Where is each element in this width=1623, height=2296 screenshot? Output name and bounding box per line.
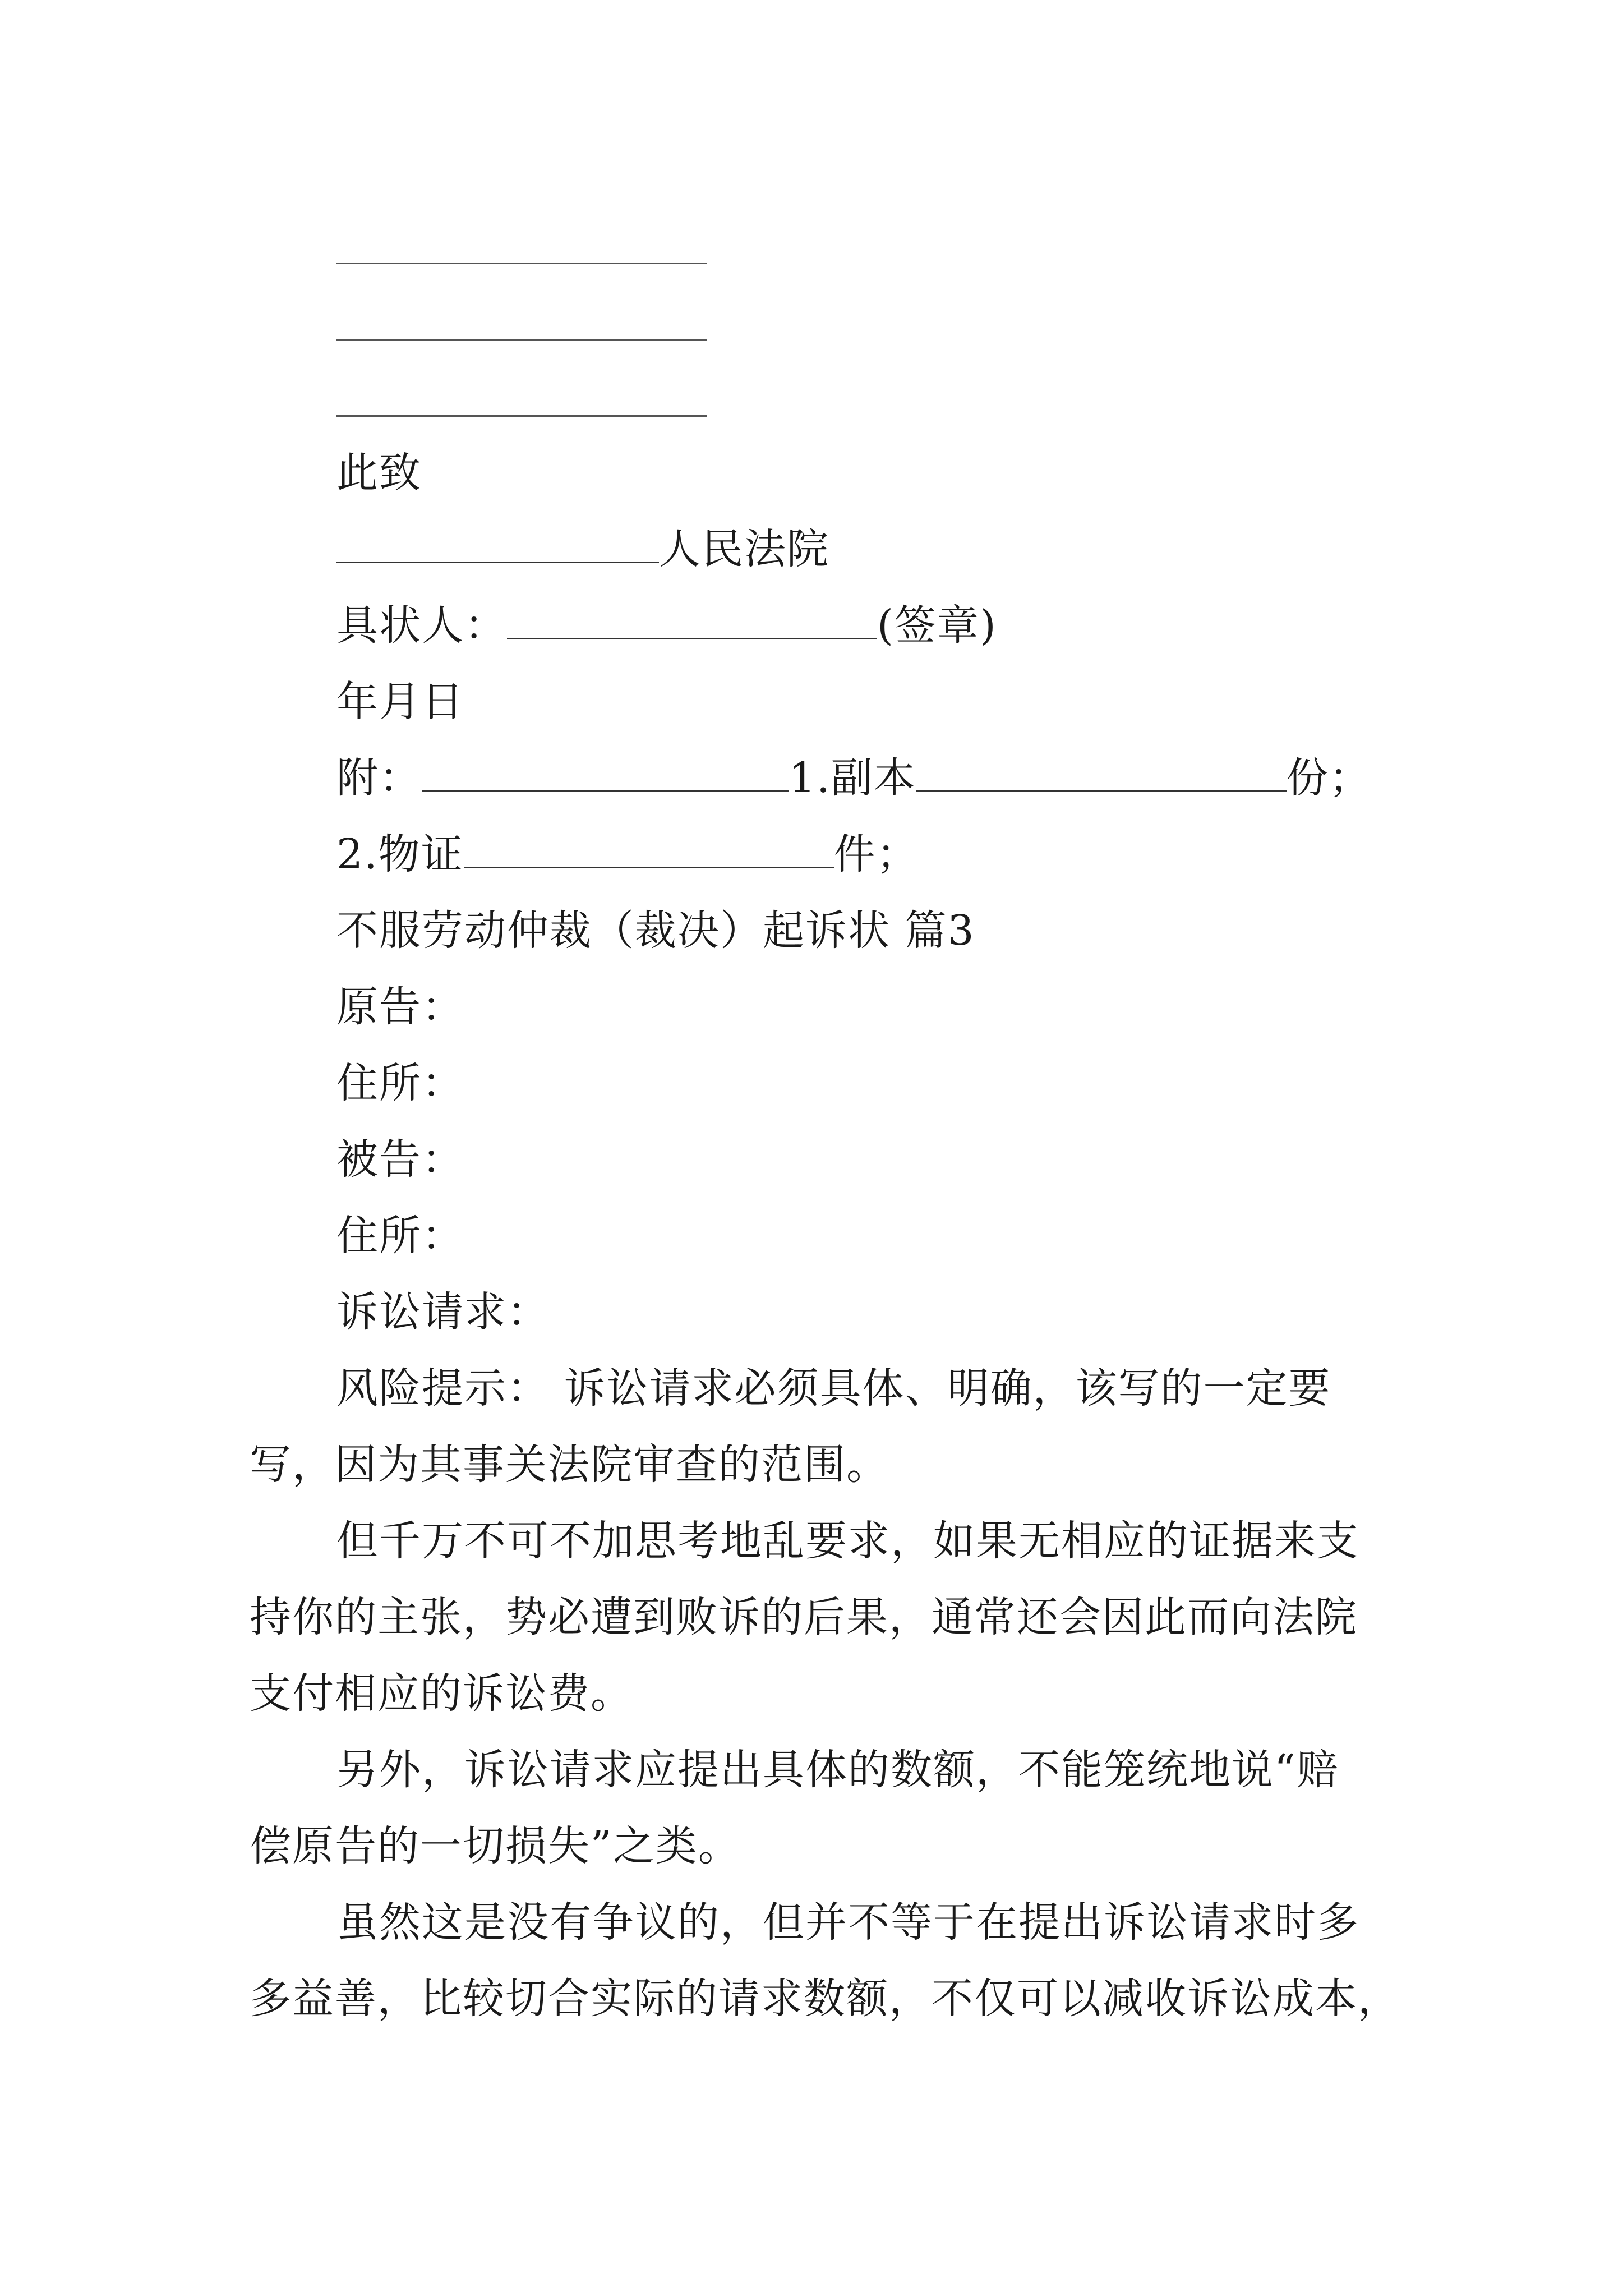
paragraph-4-line-2	[250, 1972, 1400, 2026]
paragraph-4-text-2: 多益善，比较切合实际的请求数额，不仅可以减收诉讼成本，	[250, 1975, 1400, 2023]
field-claims	[336, 1285, 550, 1339]
field-plaintiff	[336, 980, 464, 1034]
field-defendant-label: 被告：	[336, 1135, 464, 1184]
attachment-blank	[422, 753, 789, 792]
section-title	[336, 904, 975, 958]
attachment-line	[336, 751, 1372, 805]
attachment-copy-blank	[916, 753, 1287, 792]
blank-line-3	[336, 415, 707, 417]
paragraph-1-text-2: 写，因为其事关法院审查的范围。	[250, 1441, 889, 1489]
plaintiff-signature-blank	[507, 601, 877, 639]
paragraph-3-line-1	[336, 1743, 1339, 1797]
paragraph-3-text-2: 偿原告的一切损失”之类。	[250, 1822, 741, 1870]
paragraph-4-line-1	[336, 1895, 1359, 1949]
field-defendant-address-label: 住所：	[336, 1212, 464, 1260]
court-line	[336, 522, 829, 576]
court-suffix: 人民法院	[659, 525, 829, 573]
attachment-evidence: 2.物证	[336, 830, 464, 878]
plaintiff-signature-label: 具状人：	[336, 601, 507, 650]
field-plaintiff-address	[336, 1056, 464, 1110]
date-label: 年月日	[336, 678, 464, 726]
plaintiff-signature-line	[336, 599, 997, 652]
paragraph-2-line-2	[250, 1590, 1358, 1644]
attachment-copy-unit: 份；	[1286, 754, 1372, 802]
paragraph-1-line-1	[336, 1361, 1331, 1415]
paragraph-2-text-3: 支付相应的诉讼费。	[250, 1669, 633, 1718]
paragraph-2-text-1: 但千万不可不加思考地乱要求，如果无相应的证据来支	[336, 1517, 1359, 1565]
paragraph-3-text-1: 另外，诉讼请求应提出具体的数额，不能笼统地说“赔	[336, 1746, 1339, 1794]
court-blank	[336, 524, 659, 563]
seal-label: (签章)	[877, 601, 997, 650]
evidence-line	[336, 827, 919, 881]
paragraph-2-line-3	[250, 1667, 633, 1720]
attachment-label: 附：	[336, 754, 422, 802]
attachment-evidence-unit: 件；	[833, 830, 919, 878]
field-plaintiff-label: 原告：	[336, 983, 464, 1031]
paragraph-3-line-2	[250, 1819, 741, 1873]
attachment-copy: 1.副本	[789, 754, 916, 802]
paragraph-1-text-1: 风险提示： 诉讼请求必须具体、明确，该写的一定要	[336, 1364, 1331, 1412]
paragraph-1-line-2	[250, 1438, 889, 1492]
blank-line-2	[336, 339, 707, 341]
field-defendant-address	[336, 1209, 464, 1263]
salutation	[336, 446, 422, 500]
blank-line-1	[336, 263, 707, 264]
paragraph-2-text-2: 持你的主张，势必遭到败诉的后果，通常还会因此而向法院	[250, 1593, 1358, 1641]
salutation-text: 此致	[336, 449, 422, 497]
field-plaintiff-address-label: 住所：	[336, 1059, 464, 1107]
field-defendant	[336, 1133, 464, 1186]
field-claims-label: 诉讼请求：	[336, 1288, 550, 1336]
paragraph-4-text-1: 虽然这是没有争议的，但并不等于在提出诉讼请求时多	[336, 1898, 1359, 1947]
section-title-text: 不服劳动仲裁（裁决）起诉状 篇3	[336, 907, 975, 955]
attachment-evidence-blank	[464, 830, 834, 868]
paragraph-2-line-1	[336, 1514, 1359, 1568]
date-line	[336, 675, 464, 729]
